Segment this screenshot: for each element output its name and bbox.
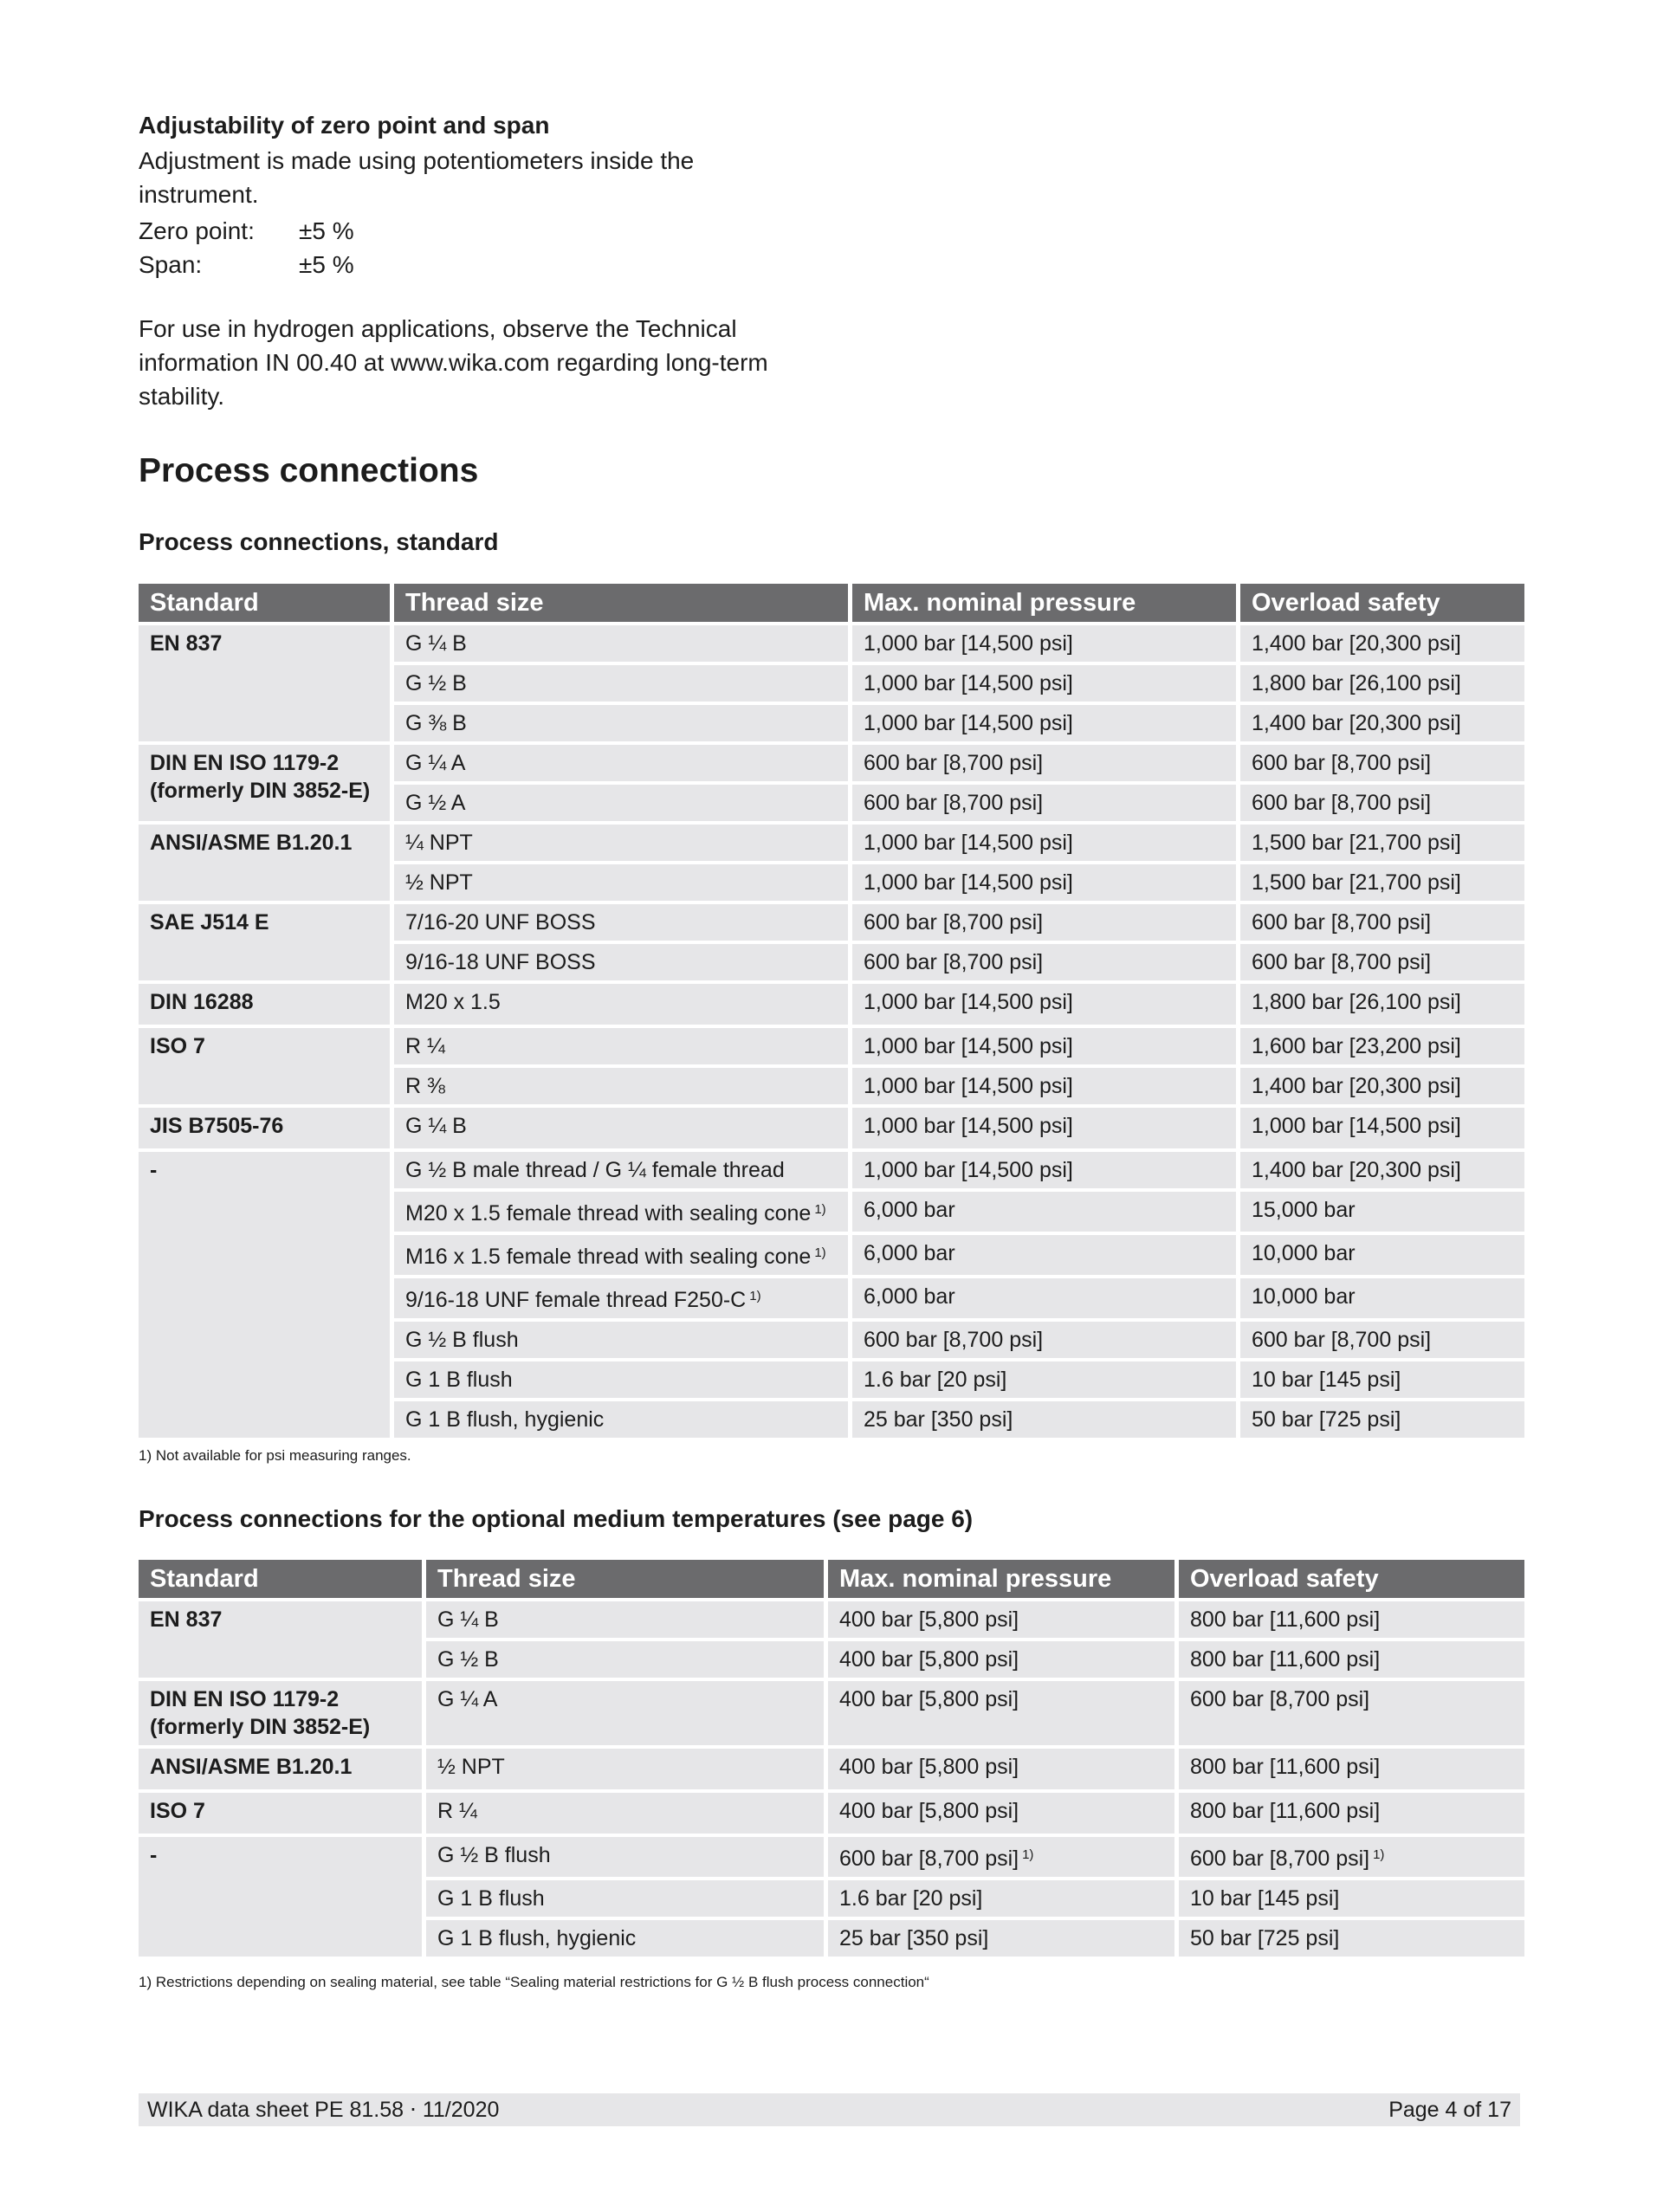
thread-cell: R ¼	[426, 1793, 824, 1834]
overload-cell: 1,800 bar [26,100 psi]	[1240, 984, 1524, 1025]
overload-cell: 1,400 bar [20,300 psi]	[1240, 1068, 1524, 1104]
thread-cell: M20 x 1.5	[394, 984, 848, 1025]
thread-cell: G ¼ A	[426, 1681, 824, 1745]
table-row	[139, 1152, 1524, 1188]
table2-footnote: 1) Restrictions depending on sealing material, see table “Sealing material restrictions for G ½ B flush process connection“	[139, 1974, 929, 1990]
table-header-row	[139, 584, 1524, 622]
footnote-marker: 1)	[814, 1245, 826, 1260]
thread-text: M20 x 1.5 female thread with sealing cone	[405, 1201, 812, 1226]
optional-temperature-table	[134, 1556, 1529, 1960]
header-standard: Standard	[139, 1560, 422, 1598]
pressure-cell: 600 bar [8,700 psi]	[852, 944, 1236, 980]
standard-cell	[139, 1681, 422, 1745]
footnote-marker: 1)	[814, 1202, 826, 1217]
table-row	[139, 1749, 1524, 1789]
pressure-cell: 400 bar [5,800 psi]	[828, 1793, 1174, 1834]
standard-cell: DIN 16288	[139, 984, 390, 1025]
footnote-marker: 1)	[1022, 1847, 1034, 1862]
thread-cell: R ⅜	[394, 1068, 848, 1104]
overload-cell: 800 bar [11,600 psi]	[1179, 1793, 1524, 1834]
standard-cell	[139, 745, 390, 821]
thread-cell: G ¼ B	[394, 1108, 848, 1148]
footnote-marker: 1)	[749, 1289, 761, 1303]
pressure-text: 600 bar [8,700 psi]	[839, 1847, 1019, 1871]
thread-cell: G ½ A	[394, 785, 848, 821]
overload-cell: 800 bar [11,600 psi]	[1179, 1601, 1524, 1638]
overload-cell: 800 bar [11,600 psi]	[1179, 1641, 1524, 1678]
header-thread-size: Thread size	[426, 1560, 824, 1598]
standard-cell: SAE J514 E	[139, 904, 390, 980]
pressure-cell: 1,000 bar [14,500 psi]	[852, 1068, 1236, 1104]
table1-footnote: 1) Not available for psi measuring ranges.	[139, 1447, 411, 1464]
header-overload: Overload safety	[1240, 584, 1524, 622]
overload-cell: 50 bar [725 psi]	[1179, 1920, 1524, 1957]
standard-cell: -	[139, 1152, 390, 1438]
hydrogen-line-1: For use in hydrogen applications, observe the Technical	[139, 315, 737, 342]
header-max-pressure: Max. nominal pressure	[852, 584, 1236, 622]
overload-cell: 800 bar [11,600 psi]	[1179, 1749, 1524, 1789]
pressure-cell: 600 bar [8,700 psi]	[852, 745, 1236, 781]
thread-cell	[394, 1192, 848, 1232]
page-footer	[139, 2093, 1520, 2126]
header-thread-size: Thread size	[394, 584, 848, 622]
thread-cell: G 1 B flush	[394, 1361, 848, 1398]
header-overload: Overload safety	[1179, 1560, 1524, 1598]
thread-cell: G 1 B flush, hygienic	[394, 1401, 848, 1438]
pressure-cell: 1,000 bar [14,500 psi]	[852, 864, 1236, 901]
pressure-cell: 1,000 bar [14,500 psi]	[852, 665, 1236, 702]
pressure-cell: 600 bar [8,700 psi]	[852, 904, 1236, 941]
table-row	[139, 1028, 1524, 1064]
table-row	[139, 825, 1524, 861]
overload-cell: 10,000 bar	[1240, 1278, 1524, 1318]
overload-cell: 10 bar [145 psi]	[1240, 1361, 1524, 1398]
standard-cell: -	[139, 1837, 422, 1957]
section-title: Process connections	[139, 452, 479, 489]
overload-cell: 1,400 bar [20,300 psi]	[1240, 625, 1524, 662]
pressure-cell: 600 bar [8,700 psi]	[852, 785, 1236, 821]
adjustment-line-1: Adjustment is made using potentiometers inside the	[139, 147, 695, 174]
adjustment-line-2: instrument.	[139, 181, 259, 208]
pressure-cell: 25 bar [350 psi]	[828, 1920, 1174, 1957]
pressure-cell: 6,000 bar	[852, 1278, 1236, 1318]
span-label: Span:	[139, 251, 203, 278]
thread-cell: G ¼ A	[394, 745, 848, 781]
pressure-cell: 1.6 bar [20 psi]	[828, 1880, 1174, 1917]
pressure-cell: 1,000 bar [14,500 psi]	[852, 625, 1236, 662]
thread-cell: R ¼	[394, 1028, 848, 1064]
footer-datasheet-ref: WIKA data sheet PE 81.58 ⋅ 11/2020	[147, 2098, 500, 2122]
pressure-cell: 1,000 bar [14,500 psi]	[852, 984, 1236, 1025]
overload-cell: 50 bar [725 psi]	[1240, 1401, 1524, 1438]
hydrogen-line-2: information IN 00.40 at www.wika.com regarding long-term	[139, 349, 768, 376]
thread-text: M16 x 1.5 female thread with sealing cone	[405, 1245, 812, 1269]
table-row	[139, 1601, 1524, 1638]
standard-line-2: (formerly DIN 3852-E)	[150, 1715, 371, 1739]
footer-page-number: Page 4 of 17	[1388, 2098, 1511, 2122]
standard-line-2: (formerly DIN 3852-E)	[150, 779, 371, 803]
pressure-cell: 1,000 bar [14,500 psi]	[852, 705, 1236, 741]
header-max-pressure: Max. nominal pressure	[828, 1560, 1174, 1598]
pressure-cell: 600 bar [8,700 psi]	[852, 1322, 1236, 1358]
zero-point-row	[139, 214, 354, 248]
adjustment-text	[139, 144, 694, 211]
thread-cell: G ¼ B	[394, 625, 848, 662]
span-value: ±5 %	[299, 251, 354, 278]
thread-cell: 7/16-20 UNF BOSS	[394, 904, 848, 941]
standard-cell: ANSI/ASME B1.20.1	[139, 825, 390, 901]
standard-cell: EN 837	[139, 1601, 422, 1678]
overload-cell: 600 bar [8,700 psi]	[1240, 745, 1524, 781]
overload-cell: 1,600 bar [23,200 psi]	[1240, 1028, 1524, 1064]
thread-cell: ¼ NPT	[394, 825, 848, 861]
overload-cell: 10 bar [145 psi]	[1179, 1880, 1524, 1917]
pressure-cell: 1,000 bar [14,500 psi]	[852, 825, 1236, 861]
standard-line-1: DIN EN ISO 1179-2	[150, 1687, 340, 1711]
thread-cell: G 1 B flush, hygienic	[426, 1920, 824, 1957]
zero-point-label: Zero point:	[139, 217, 255, 244]
table-row	[139, 1793, 1524, 1834]
hydrogen-note	[139, 312, 768, 413]
table-row	[139, 1108, 1524, 1148]
overload-text: 600 bar [8,700 psi]	[1190, 1847, 1370, 1871]
overload-cell: 600 bar [8,700 psi]	[1240, 1322, 1524, 1358]
thread-cell: G ½ B male thread / G ¼ female thread	[394, 1152, 848, 1188]
zero-point-value: ±5 %	[299, 217, 354, 244]
thread-cell: G ¼ B	[426, 1601, 824, 1638]
thread-cell	[394, 1235, 848, 1275]
standard-cell: JIS B7505-76	[139, 1108, 390, 1148]
standard-cell: ISO 7	[139, 1793, 422, 1834]
overload-cell: 1,800 bar [26,100 psi]	[1240, 665, 1524, 702]
thread-cell: G ½ B	[394, 665, 848, 702]
overload-cell: 600 bar [8,700 psi]	[1240, 904, 1524, 941]
table1-subtitle: Process connections, standard	[139, 528, 499, 555]
thread-cell: ½ NPT	[394, 864, 848, 901]
pressure-cell: 400 bar [5,800 psi]	[828, 1749, 1174, 1789]
table-row	[139, 1681, 1524, 1745]
overload-cell: 600 bar [8,700 psi]	[1179, 1681, 1524, 1745]
table2-subtitle: Process connections for the optional medium temperatures (see page 6)	[139, 1505, 974, 1532]
overload-cell: 600 bar [8,700 psi]	[1240, 944, 1524, 980]
thread-text: 9/16-18 UNF female thread F250-C	[405, 1288, 747, 1312]
standard-cell: EN 837	[139, 625, 390, 741]
pressure-cell: 400 bar [5,800 psi]	[828, 1681, 1174, 1745]
pressure-cell	[828, 1837, 1174, 1877]
table-row	[139, 625, 1524, 662]
pressure-cell: 1.6 bar [20 psi]	[852, 1361, 1236, 1398]
overload-cell: 10,000 bar	[1240, 1235, 1524, 1275]
thread-cell: G ⅜ B	[394, 705, 848, 741]
pressure-cell: 6,000 bar	[852, 1192, 1236, 1232]
overload-cell: 600 bar [8,700 psi]	[1240, 785, 1524, 821]
overload-cell	[1179, 1837, 1524, 1877]
table-row	[139, 1837, 1524, 1877]
pressure-cell: 400 bar [5,800 psi]	[828, 1601, 1174, 1638]
table-row	[139, 984, 1524, 1025]
overload-cell: 1,400 bar [20,300 psi]	[1240, 705, 1524, 741]
overload-cell: 1,500 bar [21,700 psi]	[1240, 825, 1524, 861]
pressure-cell: 400 bar [5,800 psi]	[828, 1641, 1174, 1678]
adjustability-heading: Adjustability of zero point and span	[139, 112, 550, 139]
standard-line-1: DIN EN ISO 1179-2	[150, 751, 340, 775]
pressure-cell: 1,000 bar [14,500 psi]	[852, 1152, 1236, 1188]
overload-cell: 15,000 bar	[1240, 1192, 1524, 1232]
hydrogen-line-3: stability.	[139, 383, 225, 410]
pressure-cell: 25 bar [350 psi]	[852, 1401, 1236, 1438]
footnote-marker: 1)	[1373, 1847, 1385, 1862]
process-connections-table	[134, 580, 1529, 1441]
thread-cell: G ½ B	[426, 1641, 824, 1678]
thread-cell: G 1 B flush	[426, 1880, 824, 1917]
thread-cell: ½ NPT	[426, 1749, 824, 1789]
standard-cell: ISO 7	[139, 1028, 390, 1104]
span-row	[139, 248, 354, 281]
table-row	[139, 745, 1524, 781]
thread-cell: 9/16-18 UNF BOSS	[394, 944, 848, 980]
overload-cell: 1,500 bar [21,700 psi]	[1240, 864, 1524, 901]
table-header-row	[139, 1560, 1524, 1598]
pressure-cell: 1,000 bar [14,500 psi]	[852, 1028, 1236, 1064]
pressure-cell: 6,000 bar	[852, 1235, 1236, 1275]
thread-cell	[394, 1278, 848, 1318]
thread-cell: G ½ B flush	[394, 1322, 848, 1358]
pressure-cell: 1,000 bar [14,500 psi]	[852, 1108, 1236, 1148]
table-row	[139, 904, 1524, 941]
header-standard: Standard	[139, 584, 390, 622]
overload-cell: 1,000 bar [14,500 psi]	[1240, 1108, 1524, 1148]
standard-cell: ANSI/ASME B1.20.1	[139, 1749, 422, 1789]
thread-cell: G ½ B flush	[426, 1837, 824, 1877]
overload-cell: 1,400 bar [20,300 psi]	[1240, 1152, 1524, 1188]
